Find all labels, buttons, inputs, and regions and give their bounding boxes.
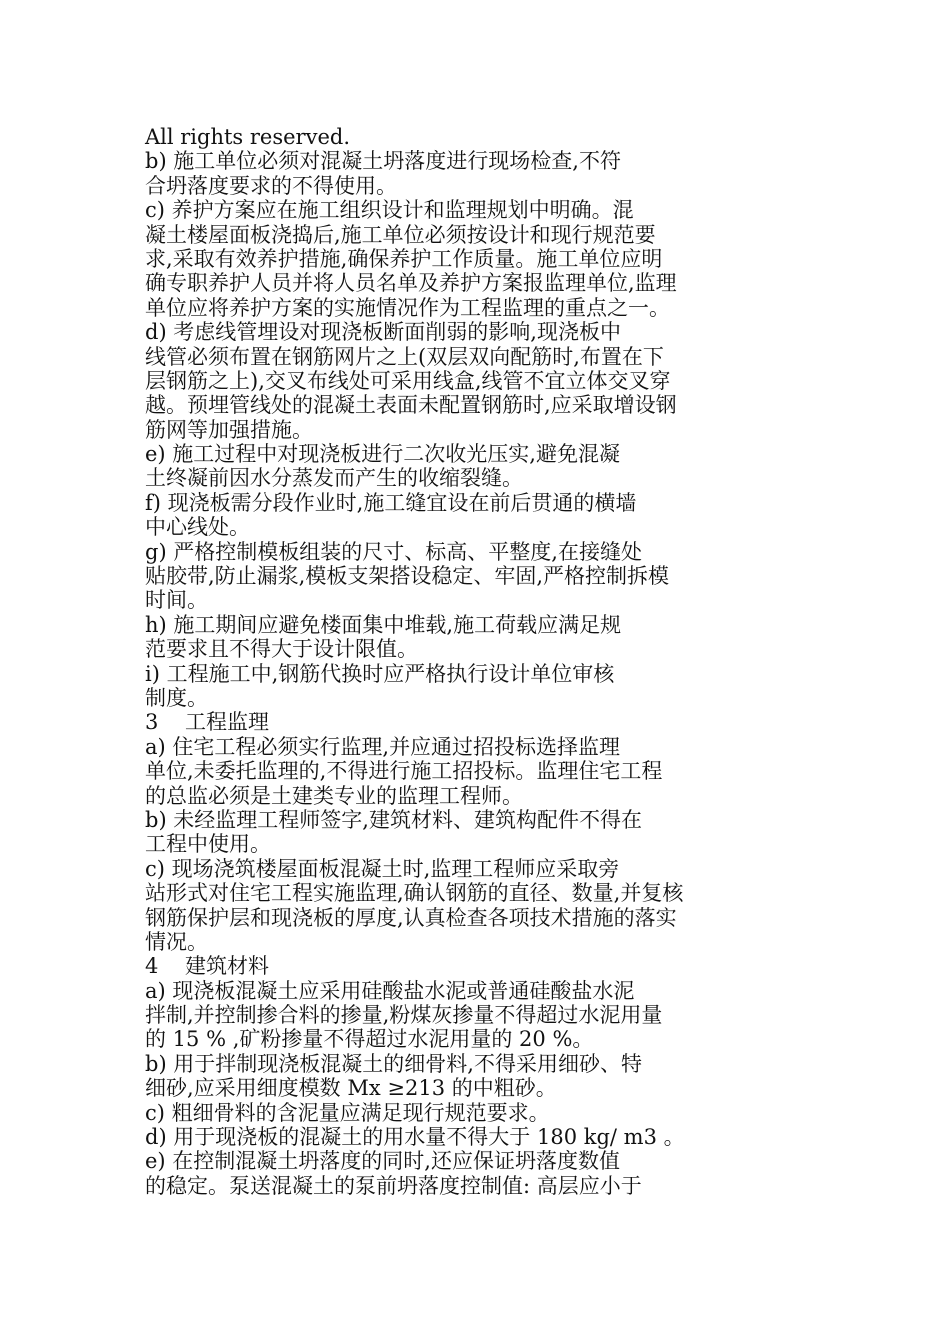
- text-line: 凝土楼屋面板浇捣后,施工单位必须按设计和现行规范要: [145, 222, 656, 247]
- text-line: c) 现场浇筑楼屋面板混凝土时,监理工程师应采取旁: [145, 856, 620, 881]
- text-line: 越。预埋管线处的混凝土表面未配置钢筋时,应采取增设钢: [145, 393, 677, 418]
- text-line: 合坍落度要求的不得使用。: [145, 173, 397, 198]
- text-line: 的总监必须是土建类专业的监理工程师。: [145, 783, 523, 808]
- section-heading: 3 工程监理: [145, 710, 270, 735]
- text-line: a) 现浇板混凝土应采用硅酸盐水泥或普通硅酸盐水泥: [145, 978, 635, 1003]
- text-line: d) 用于现浇板的混凝土的用水量不得大于 180 kg/ m3 。: [145, 1125, 685, 1150]
- text-line: 的 15 % ,矿粉掺量不得超过水泥用量的 20 %。: [145, 1027, 594, 1052]
- text-line: 范要求且不得大于设计限值。: [145, 637, 418, 662]
- text-line: i) 工程施工中,钢筋代换时应严格执行设计单位审核: [145, 661, 615, 686]
- text-line: d) 考虑线管埋设对现浇板断面削弱的影响,现浇板中: [145, 320, 621, 345]
- text-line: 筋网等加强措施。: [145, 417, 313, 442]
- document-body: [145, 125, 785, 1198]
- text-line: 土终凝前因水分蒸发而产生的收缩裂缝。: [145, 466, 523, 491]
- text-line: 情况。: [145, 929, 208, 954]
- text-line: 细砂,应采用细度模数 Mx ≥213 的中粗砂。: [145, 1076, 557, 1101]
- text-line: 中心线处。: [145, 515, 250, 540]
- text-line: b) 未经监理工程师签字,建筑材料、建筑构配件不得在: [145, 807, 642, 832]
- text-line: f) 现浇板需分段作业时,施工缝宜设在前后贯通的横墙: [145, 490, 637, 515]
- text-line: c) 粗细骨料的含泥量应满足现行规范要求。: [145, 1100, 550, 1125]
- text-line: 拌制,并控制掺合料的掺量,粉煤灰掺量不得超过水泥用量: [145, 1003, 663, 1028]
- text-line: 确专职养护人员并将人员名单及养护方案报监理单位,监理: [145, 271, 677, 296]
- text-line: 单位,未委托监理的,不得进行施工招投标。监理住宅工程: [145, 759, 663, 784]
- text-line: c) 养护方案应在施工组织设计和监理规划中明确。混: [145, 198, 634, 223]
- text-line: 的稳定。泵送混凝土的泵前坍落度控制值: 高层应小于: [145, 1173, 642, 1198]
- text-line: 层钢筋之上),交叉布线处可采用线盒,线管不宜立体交叉穿: [145, 368, 671, 393]
- text-line: 线管必须布置在钢筋网片之上(双层双向配筋时,布置在下: [145, 344, 664, 369]
- text-line: 时间。: [145, 588, 208, 613]
- text-line: 贴胶带,防止漏浆,模板支架搭设稳定、牢固,严格控制拆模: [145, 564, 670, 589]
- text-line: 站形式对住宅工程实施监理,确认钢筋的直径、数量,并复核: [145, 881, 684, 906]
- text-line: h) 施工期间应避免楼面集中堆载,施工荷载应满足规: [145, 612, 622, 637]
- text-line: b) 施工单位必须对混凝土坍落度进行现场检查,不符: [145, 149, 621, 174]
- text-line: a) 住宅工程必须实行监理,并应通过招投标选择监理: [145, 734, 621, 759]
- text-line: b) 用于拌制现浇板混凝土的细骨料,不得采用细砂、特: [145, 1051, 642, 1076]
- text-line: 制度。: [145, 685, 208, 710]
- text-line: g) 严格控制模板组装的尺寸、标高、平整度,在接缝处: [145, 539, 642, 564]
- text-line: 钢筋保护层和现浇板的厚度,认真检查各项技术措施的落实: [145, 905, 677, 930]
- text-line: All rights reserved.: [145, 125, 351, 149]
- text-line: e) 在控制混凝土坍落度的同时,还应保证坍落度数值: [145, 1149, 620, 1174]
- text-line: 工程中使用。: [145, 832, 271, 857]
- text-line: e) 施工过程中对现浇板进行二次收光压实,避免混凝: [145, 442, 620, 467]
- text-line: 单位应将养护方案的实施情况作为工程监理的重点之一。: [145, 295, 670, 320]
- section-heading: 4 建筑材料: [145, 954, 270, 979]
- text-line: 求,采取有效养护措施,确保养护工作质量。施工单位应明: [145, 246, 663, 271]
